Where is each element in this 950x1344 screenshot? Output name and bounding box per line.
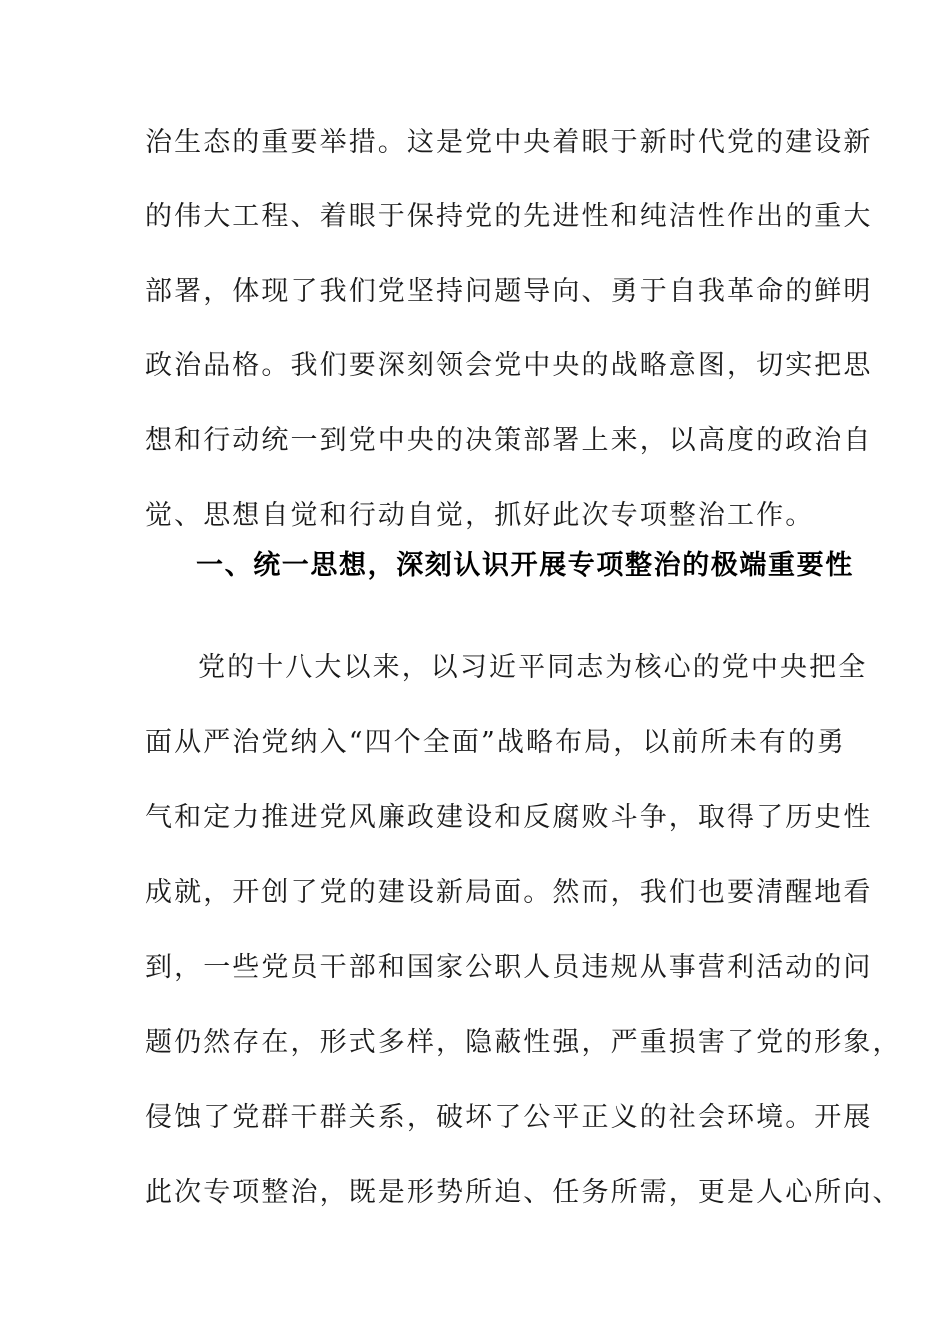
text-line: 题仍然存在，形式多样，隐蔽性强，严重损害了党的形象， [145,1027,902,1058]
text-line: 觉、思想自觉和行动自觉，抓好此次专项整治工作。 [145,500,815,531]
text-line: 的伟大工程、着眼于保持党的先进性和纯洁性作出的重大 [145,201,873,232]
text-line: 治生态的重要举措。这是党中央着眼于新时代党的建设新 [145,127,873,158]
text-line: 部署，体现了我们党坚持问题导向、勇于自我革命的鲜明 [145,276,873,307]
text-line: 面从严治党纳入“四个全面”战略布局，以前所未有的勇 [145,727,847,758]
text-line: 此次专项整治，既是形势所迫、任务所需，更是人心所向、 [145,1177,902,1208]
text-line: 党的十八大以来，以习近平同志为核心的党中央把全 [198,652,868,683]
section-heading: 一、统一思想，深刻认识开展专项整治的极端重要性 [196,550,854,581]
text-line: 想和行动统一到党中央的决策部署上来，以高度的政治自 [145,425,873,456]
text-line: 政治品格。我们要深刻领会党中央的战略意图，切实把思 [145,350,873,381]
text-line: 到，一些党员干部和国家公职人员违规从事营利活动的问 [145,952,873,983]
text-line: 侵蚀了党群干群关系，破坏了公平正义的社会环境。开展 [145,1102,873,1133]
text-line: 气和定力推进党风廉政建设和反腐败斗争，取得了历史性 [145,802,873,833]
text-line: 成就，开创了党的建设新局面。然而，我们也要清醒地看 [145,877,873,908]
